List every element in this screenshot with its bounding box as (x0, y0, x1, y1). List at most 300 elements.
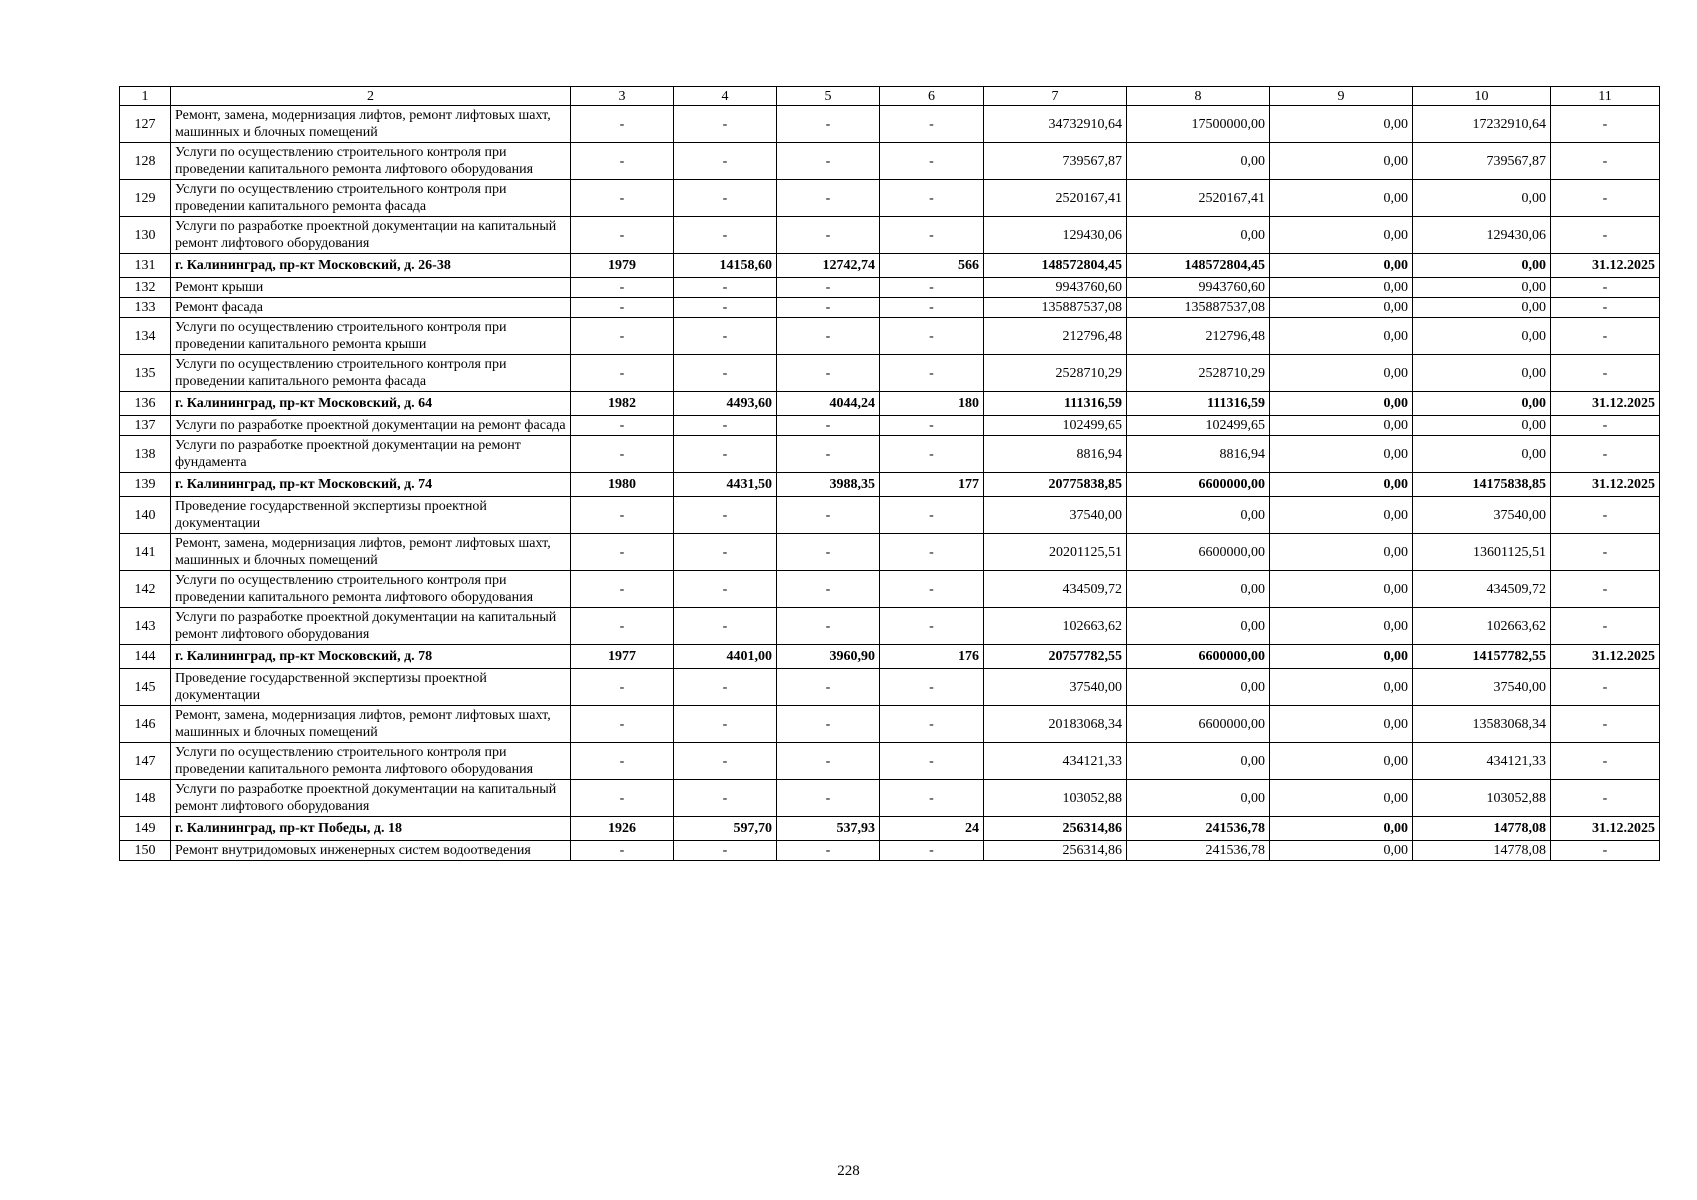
col5-cell: - (777, 534, 880, 571)
col9-cell: 0,00 (1270, 571, 1413, 608)
col7-cell: 102663,62 (984, 608, 1127, 645)
col5-cell: 4044,24 (777, 392, 880, 416)
work-item-row (120, 571, 1660, 608)
col4-cell: - (674, 298, 777, 318)
col7-cell: 2528710,29 (984, 355, 1127, 392)
col9-cell: 0,00 (1270, 817, 1413, 841)
col3-cell: 1982 (571, 392, 674, 416)
work-item-row (120, 143, 1660, 180)
col11-cell: - (1551, 106, 1660, 143)
col6-cell: 566 (880, 254, 984, 278)
col5-cell: - (777, 743, 880, 780)
col4-cell: - (674, 217, 777, 254)
col10-cell: 14175838,85 (1413, 473, 1551, 497)
col8-cell: 6600000,00 (1127, 645, 1270, 669)
col4-cell: - (674, 436, 777, 473)
col5-cell: - (777, 669, 880, 706)
col4-cell: - (674, 278, 777, 298)
col7-cell: 434121,33 (984, 743, 1127, 780)
col9-cell: 0,00 (1270, 217, 1413, 254)
col5-cell: - (777, 143, 880, 180)
work-item-row (120, 743, 1660, 780)
col5-cell: - (777, 355, 880, 392)
col9-cell: 0,00 (1270, 355, 1413, 392)
col11-cell: - (1551, 436, 1660, 473)
col3-cell: 1977 (571, 645, 674, 669)
col10-cell: 0,00 (1413, 278, 1551, 298)
description-cell: Услуги по осуществлению строительного контроля при проведении капитального ремонта лифтового оборудования (171, 143, 571, 180)
row-number-cell: 129 (120, 180, 171, 217)
description-cell: Услуги по разработке проектной документации на капитальный ремонт лифтового оборудования (171, 217, 571, 254)
col8-cell: 0,00 (1127, 497, 1270, 534)
column-header: 10 (1413, 87, 1551, 106)
col5-cell: - (777, 436, 880, 473)
col5-cell: - (777, 780, 880, 817)
col4-cell: - (674, 497, 777, 534)
col6-cell: - (880, 534, 984, 571)
col9-cell: 0,00 (1270, 645, 1413, 669)
col8-cell: 0,00 (1127, 608, 1270, 645)
col6-cell: - (880, 571, 984, 608)
col5-cell: - (777, 298, 880, 318)
col9-cell: 0,00 (1270, 473, 1413, 497)
col9-cell: 0,00 (1270, 180, 1413, 217)
row-number-cell: 140 (120, 497, 171, 534)
col5-cell: - (777, 497, 880, 534)
col5-cell: - (777, 318, 880, 355)
work-item-row (120, 497, 1660, 534)
row-number-cell: 137 (120, 416, 171, 436)
col11-cell: - (1551, 669, 1660, 706)
column-header: 7 (984, 87, 1127, 106)
work-item-row (120, 278, 1660, 298)
col11-cell: - (1551, 534, 1660, 571)
column-header: 6 (880, 87, 984, 106)
row-number-cell: 150 (120, 841, 171, 861)
col6-cell: - (880, 669, 984, 706)
row-number-cell: 134 (120, 318, 171, 355)
row-number-cell: 147 (120, 743, 171, 780)
col3-cell: - (571, 416, 674, 436)
col7-cell: 129430,06 (984, 217, 1127, 254)
col5-cell: - (777, 706, 880, 743)
col7-cell: 103052,88 (984, 780, 1127, 817)
col5-cell: 3960,90 (777, 645, 880, 669)
work-item-row (120, 841, 1660, 861)
col4-cell: - (674, 355, 777, 392)
col10-cell: 103052,88 (1413, 780, 1551, 817)
description-cell: Услуги по осуществлению строительного контроля при проведении капитального ремонта фасада (171, 355, 571, 392)
col7-cell: 102499,65 (984, 416, 1127, 436)
work-item-row (120, 608, 1660, 645)
col10-cell: 102663,62 (1413, 608, 1551, 645)
col3-cell: 1980 (571, 473, 674, 497)
description-cell: Проведение государственной экспертизы проектной документации (171, 669, 571, 706)
col9-cell: 0,00 (1270, 318, 1413, 355)
column-header: 1 (120, 87, 171, 106)
col6-cell: - (880, 278, 984, 298)
col6-cell: - (880, 143, 984, 180)
col8-cell: 241536,78 (1127, 817, 1270, 841)
col8-cell: 0,00 (1127, 571, 1270, 608)
col8-cell: 0,00 (1127, 780, 1270, 817)
col11-cell: - (1551, 706, 1660, 743)
col4-cell: - (674, 143, 777, 180)
col6-cell: - (880, 497, 984, 534)
col10-cell: 0,00 (1413, 416, 1551, 436)
col7-cell: 9943760,60 (984, 278, 1127, 298)
work-item-row (120, 217, 1660, 254)
col11-cell: 31.12.2025 (1551, 645, 1660, 669)
address-row (120, 817, 1660, 841)
col9-cell: 0,00 (1270, 143, 1413, 180)
col10-cell: 17232910,64 (1413, 106, 1551, 143)
row-number-cell: 138 (120, 436, 171, 473)
address-row (120, 254, 1660, 278)
page-number: 228 (837, 1163, 860, 1179)
col11-cell: - (1551, 497, 1660, 534)
description-cell: Ремонт, замена, модернизация лифтов, ремонт лифтовых шахт, машинных и блочных помещений (171, 106, 571, 143)
col7-cell: 2520167,41 (984, 180, 1127, 217)
col3-cell: - (571, 534, 674, 571)
col6-cell: - (880, 217, 984, 254)
col10-cell: 0,00 (1413, 318, 1551, 355)
col4-cell: 4493,60 (674, 392, 777, 416)
row-number-cell: 144 (120, 645, 171, 669)
col4-cell: 14158,60 (674, 254, 777, 278)
col11-cell: 31.12.2025 (1551, 817, 1660, 841)
description-cell: Ремонт внутридомовых инженерных систем водоотведения (171, 841, 571, 861)
col4-cell: - (674, 706, 777, 743)
row-number-cell: 149 (120, 817, 171, 841)
col6-cell: - (880, 180, 984, 217)
description-cell: Услуги по осуществлению строительного контроля при проведении капитального ремонта фасада (171, 180, 571, 217)
col7-cell: 148572804,45 (984, 254, 1127, 278)
col9-cell: 0,00 (1270, 298, 1413, 318)
col9-cell: 0,00 (1270, 436, 1413, 473)
col10-cell: 13583068,34 (1413, 706, 1551, 743)
address-row (120, 392, 1660, 416)
description-cell: г. Калининград, пр-кт Московский, д. 74 (171, 473, 571, 497)
col11-cell: - (1551, 278, 1660, 298)
description-cell: Ремонт, замена, модернизация лифтов, ремонт лифтовых шахт, машинных и блочных помещений (171, 534, 571, 571)
col6-cell: 177 (880, 473, 984, 497)
row-number-cell: 143 (120, 608, 171, 645)
col10-cell: 434509,72 (1413, 571, 1551, 608)
col6-cell: 176 (880, 645, 984, 669)
description-cell: Ремонт, замена, модернизация лифтов, ремонт лифтовых шахт, машинных и блочных помещений (171, 706, 571, 743)
description-cell: Услуги по разработке проектной документации на капитальный ремонт лифтового оборудования (171, 780, 571, 817)
column-header: 4 (674, 87, 777, 106)
column-header: 2 (171, 87, 571, 106)
description-cell: Ремонт фасада (171, 298, 571, 318)
col10-cell: 0,00 (1413, 180, 1551, 217)
description-cell: Услуги по разработке проектной документации на ремонт фасада (171, 416, 571, 436)
address-row (120, 645, 1660, 669)
col9-cell: 0,00 (1270, 841, 1413, 861)
col3-cell: - (571, 180, 674, 217)
col6-cell: - (880, 355, 984, 392)
col10-cell: 14157782,55 (1413, 645, 1551, 669)
col5-cell: - (777, 217, 880, 254)
col7-cell: 434509,72 (984, 571, 1127, 608)
col9-cell: 0,00 (1270, 416, 1413, 436)
col6-cell: - (880, 298, 984, 318)
row-number-cell: 128 (120, 143, 171, 180)
col11-cell: - (1551, 355, 1660, 392)
col3-cell: - (571, 106, 674, 143)
col8-cell: 2528710,29 (1127, 355, 1270, 392)
col10-cell: 14778,08 (1413, 841, 1551, 861)
col11-cell: - (1551, 608, 1660, 645)
col10-cell: 0,00 (1413, 355, 1551, 392)
col6-cell: - (880, 318, 984, 355)
col3-cell: - (571, 143, 674, 180)
work-item-row (120, 534, 1660, 571)
col5-cell: - (777, 106, 880, 143)
col10-cell: 37540,00 (1413, 669, 1551, 706)
row-number-cell: 145 (120, 669, 171, 706)
col8-cell: 17500000,00 (1127, 106, 1270, 143)
address-row (120, 473, 1660, 497)
col3-cell: - (571, 841, 674, 861)
col3-cell: - (571, 318, 674, 355)
col10-cell: 0,00 (1413, 392, 1551, 416)
col4-cell: - (674, 416, 777, 436)
col4-cell: - (674, 106, 777, 143)
col5-cell: - (777, 278, 880, 298)
col7-cell: 37540,00 (984, 497, 1127, 534)
col11-cell: - (1551, 143, 1660, 180)
col5-cell: - (777, 841, 880, 861)
col3-cell: - (571, 780, 674, 817)
col3-cell: - (571, 278, 674, 298)
description-cell: Услуги по разработке проектной документации на ремонт фундамента (171, 436, 571, 473)
col4-cell: 4431,50 (674, 473, 777, 497)
col8-cell: 0,00 (1127, 669, 1270, 706)
work-item-row (120, 180, 1660, 217)
col8-cell: 212796,48 (1127, 318, 1270, 355)
col4-cell: - (674, 669, 777, 706)
col9-cell: 0,00 (1270, 780, 1413, 817)
row-number-cell: 127 (120, 106, 171, 143)
col11-cell: - (1551, 841, 1660, 861)
col8-cell: 148572804,45 (1127, 254, 1270, 278)
col3-cell: - (571, 743, 674, 780)
work-item-row (120, 669, 1660, 706)
col9-cell: 0,00 (1270, 254, 1413, 278)
description-cell: Услуги по осуществлению строительного контроля при проведении капитального ремонта крыши (171, 318, 571, 355)
col10-cell: 434121,33 (1413, 743, 1551, 780)
col6-cell: - (880, 743, 984, 780)
col7-cell: 212796,48 (984, 318, 1127, 355)
col4-cell: - (674, 743, 777, 780)
column-header: 11 (1551, 87, 1660, 106)
col5-cell: - (777, 608, 880, 645)
col8-cell: 0,00 (1127, 743, 1270, 780)
row-number-cell: 136 (120, 392, 171, 416)
column-header: 5 (777, 87, 880, 106)
col9-cell: 0,00 (1270, 497, 1413, 534)
col7-cell: 8816,94 (984, 436, 1127, 473)
col10-cell: 0,00 (1413, 298, 1551, 318)
col11-cell: - (1551, 743, 1660, 780)
col3-cell: - (571, 298, 674, 318)
col3-cell: - (571, 706, 674, 743)
col8-cell: 135887537,08 (1127, 298, 1270, 318)
col7-cell: 20201125,51 (984, 534, 1127, 571)
col3-cell: - (571, 608, 674, 645)
row-number-cell: 135 (120, 355, 171, 392)
col5-cell: 537,93 (777, 817, 880, 841)
col4-cell: - (674, 841, 777, 861)
row-number-cell: 133 (120, 298, 171, 318)
col7-cell: 256314,86 (984, 841, 1127, 861)
col10-cell: 0,00 (1413, 254, 1551, 278)
col11-cell: - (1551, 416, 1660, 436)
col8-cell: 6600000,00 (1127, 706, 1270, 743)
col3-cell: - (571, 436, 674, 473)
col7-cell: 20183068,34 (984, 706, 1127, 743)
col7-cell: 256314,86 (984, 817, 1127, 841)
col6-cell: - (880, 841, 984, 861)
col10-cell: 129430,06 (1413, 217, 1551, 254)
row-number-cell: 146 (120, 706, 171, 743)
col4-cell: 4401,00 (674, 645, 777, 669)
col3-cell: 1979 (571, 254, 674, 278)
col9-cell: 0,00 (1270, 278, 1413, 298)
col8-cell: 9943760,60 (1127, 278, 1270, 298)
description-cell: Проведение государственной экспертизы проектной документации (171, 497, 571, 534)
col7-cell: 20757782,55 (984, 645, 1127, 669)
row-number-cell: 141 (120, 534, 171, 571)
col10-cell: 37540,00 (1413, 497, 1551, 534)
col8-cell: 0,00 (1127, 217, 1270, 254)
row-number-cell: 139 (120, 473, 171, 497)
work-item-row (120, 298, 1660, 318)
col8-cell: 111316,59 (1127, 392, 1270, 416)
col9-cell: 0,00 (1270, 706, 1413, 743)
description-cell: г. Калининград, пр-кт Московский, д. 78 (171, 645, 571, 669)
col4-cell: - (674, 608, 777, 645)
col6-cell: - (880, 416, 984, 436)
col3-cell: 1926 (571, 817, 674, 841)
work-item-row (120, 416, 1660, 436)
description-cell: г. Калининград, пр-кт Московский, д. 64 (171, 392, 571, 416)
column-header: 3 (571, 87, 674, 106)
col4-cell: - (674, 780, 777, 817)
col3-cell: - (571, 669, 674, 706)
description-cell: г. Калининград, пр-кт Победы, д. 18 (171, 817, 571, 841)
col10-cell: 0,00 (1413, 436, 1551, 473)
col3-cell: - (571, 217, 674, 254)
repair-program-table (119, 86, 1660, 861)
col9-cell: 0,00 (1270, 608, 1413, 645)
col4-cell: - (674, 571, 777, 608)
col11-cell: 31.12.2025 (1551, 392, 1660, 416)
col11-cell: - (1551, 571, 1660, 608)
description-cell: Услуги по разработке проектной документации на капитальный ремонт лифтового оборудования (171, 608, 571, 645)
col3-cell: - (571, 497, 674, 534)
col8-cell: 102499,65 (1127, 416, 1270, 436)
col5-cell: - (777, 416, 880, 436)
col8-cell: 2520167,41 (1127, 180, 1270, 217)
col9-cell: 0,00 (1270, 743, 1413, 780)
col4-cell: - (674, 534, 777, 571)
col10-cell: 13601125,51 (1413, 534, 1551, 571)
col9-cell: 0,00 (1270, 534, 1413, 571)
col5-cell: 12742,74 (777, 254, 880, 278)
column-header: 9 (1270, 87, 1413, 106)
work-item-row (120, 355, 1660, 392)
row-number-cell: 142 (120, 571, 171, 608)
row-number-cell: 130 (120, 217, 171, 254)
work-item-row (120, 780, 1660, 817)
work-item-row (120, 106, 1660, 143)
col4-cell: 597,70 (674, 817, 777, 841)
description-cell: Ремонт крыши (171, 278, 571, 298)
description-cell: г. Калининград, пр-кт Московский, д. 26-38 (171, 254, 571, 278)
col9-cell: 0,00 (1270, 669, 1413, 706)
col8-cell: 0,00 (1127, 143, 1270, 180)
col7-cell: 34732910,64 (984, 106, 1127, 143)
col5-cell: - (777, 571, 880, 608)
col11-cell: - (1551, 217, 1660, 254)
col6-cell: - (880, 608, 984, 645)
col8-cell: 241536,78 (1127, 841, 1270, 861)
col6-cell: - (880, 106, 984, 143)
col8-cell: 8816,94 (1127, 436, 1270, 473)
col6-cell: - (880, 436, 984, 473)
col5-cell: 3988,35 (777, 473, 880, 497)
col6-cell: - (880, 706, 984, 743)
col10-cell: 739567,87 (1413, 143, 1551, 180)
col9-cell: 0,00 (1270, 106, 1413, 143)
col5-cell: - (777, 180, 880, 217)
col7-cell: 37540,00 (984, 669, 1127, 706)
col9-cell: 0,00 (1270, 392, 1413, 416)
row-number-cell: 132 (120, 278, 171, 298)
col6-cell: 24 (880, 817, 984, 841)
col4-cell: - (674, 180, 777, 217)
col6-cell: - (880, 780, 984, 817)
col10-cell: 14778,08 (1413, 817, 1551, 841)
row-number-cell: 148 (120, 780, 171, 817)
description-cell: Услуги по осуществлению строительного контроля при проведении капитального ремонта лифтового оборудования (171, 743, 571, 780)
column-header: 8 (1127, 87, 1270, 106)
work-item-row (120, 436, 1660, 473)
col7-cell: 20775838,85 (984, 473, 1127, 497)
col8-cell: 6600000,00 (1127, 473, 1270, 497)
work-item-row (120, 318, 1660, 355)
col6-cell: 180 (880, 392, 984, 416)
col11-cell: - (1551, 298, 1660, 318)
row-number-cell: 131 (120, 254, 171, 278)
col11-cell: - (1551, 318, 1660, 355)
work-item-row (120, 706, 1660, 743)
column-number-header-row (120, 87, 1660, 106)
col11-cell: 31.12.2025 (1551, 473, 1660, 497)
col8-cell: 6600000,00 (1127, 534, 1270, 571)
description-cell: Услуги по осуществлению строительного контроля при проведении капитального ремонта лифтового оборудования (171, 571, 571, 608)
col7-cell: 135887537,08 (984, 298, 1127, 318)
col4-cell: - (674, 318, 777, 355)
col3-cell: - (571, 355, 674, 392)
col7-cell: 111316,59 (984, 392, 1127, 416)
col11-cell: - (1551, 780, 1660, 817)
col11-cell: - (1551, 180, 1660, 217)
col3-cell: - (571, 571, 674, 608)
